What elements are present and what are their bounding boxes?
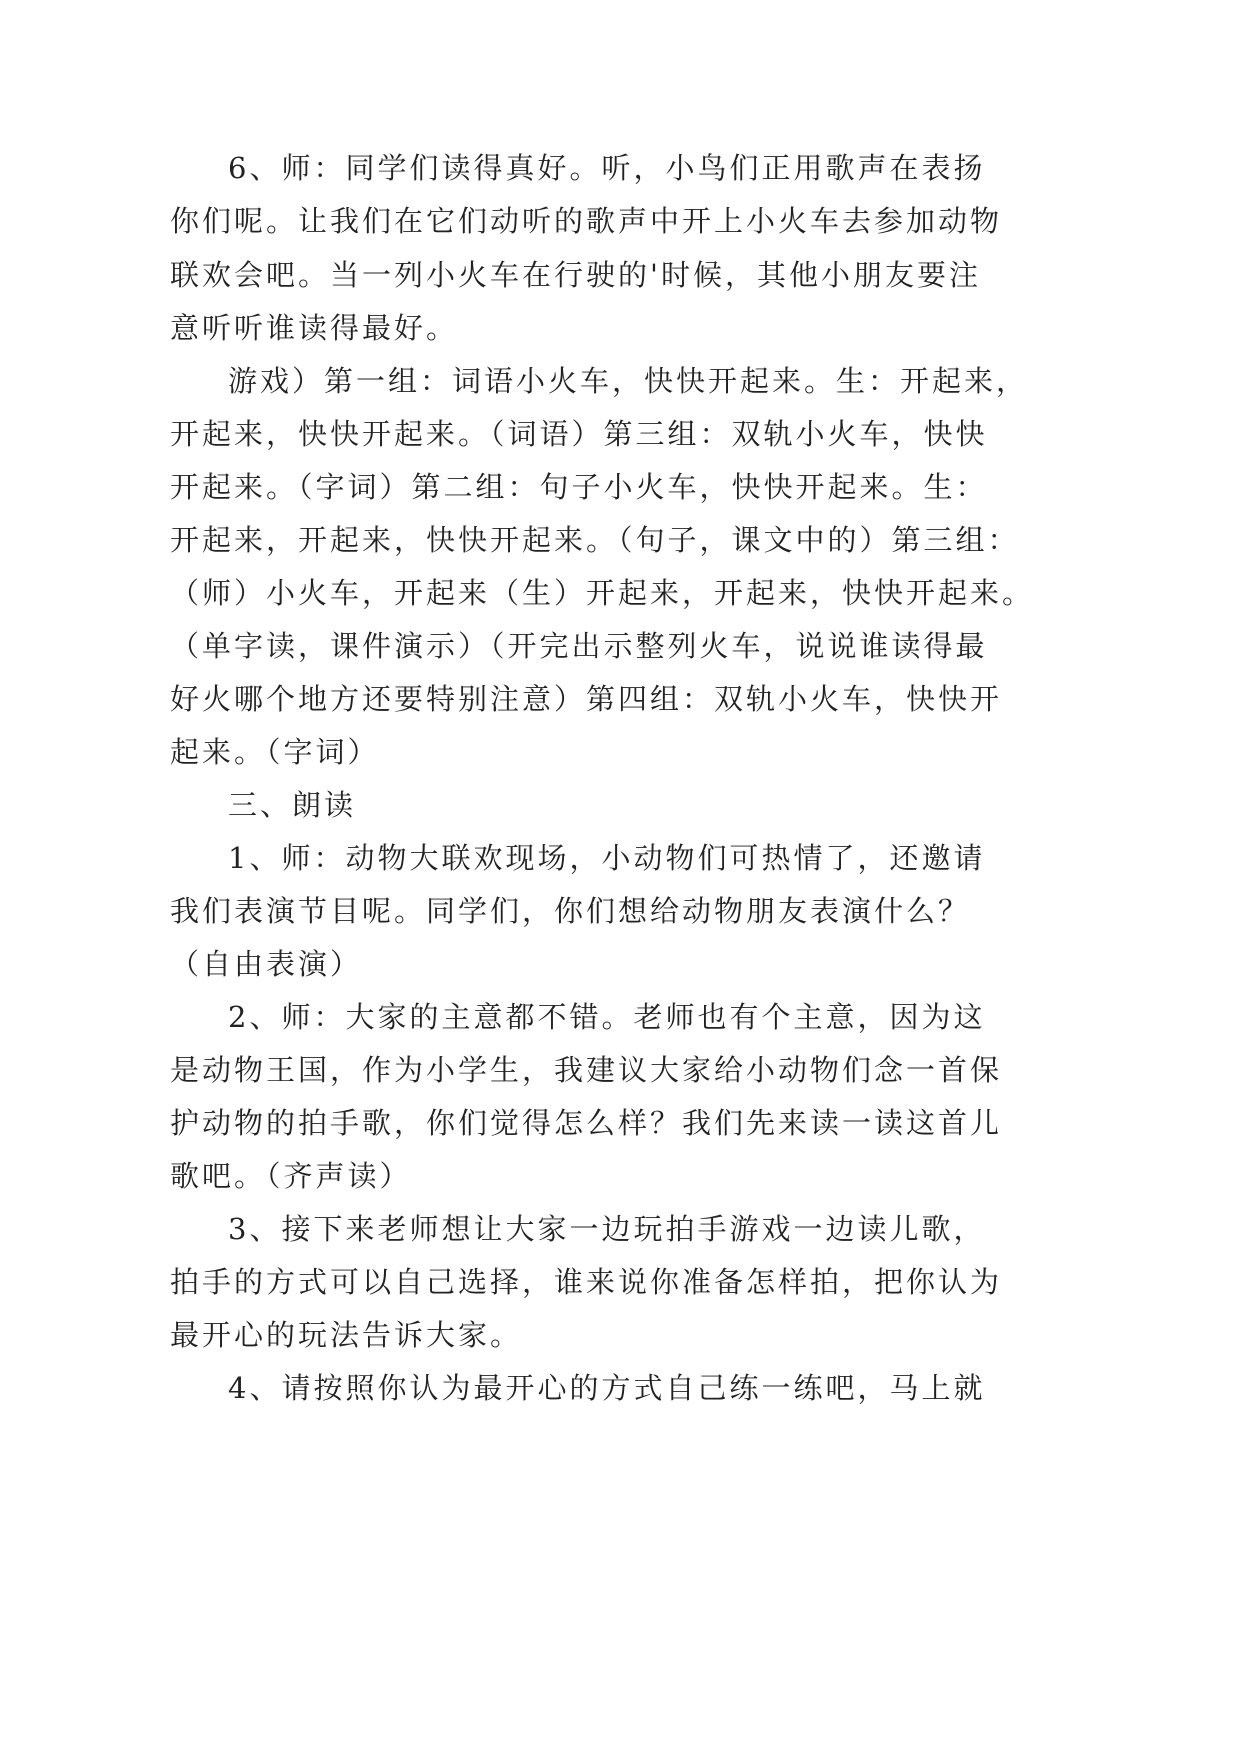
text-line: （师）小火车，开起来（生）开起来，开起来，快快开起来。: [170, 576, 1035, 610]
text-line: 是动物王国，作为小学生，我建议大家给小动物们念一首保: [170, 1053, 1003, 1087]
text-line: （自由表演）: [170, 947, 363, 981]
text-line: 最开心的玩法告诉大家。: [170, 1318, 523, 1352]
text-line: 开起来。（字词）第二组：句子小火车，快快开起来。生：: [170, 470, 988, 504]
text-line: 联欢会吧。当一列小火车在行驶的'时候，其他小朋友要注: [170, 258, 981, 292]
text-line: 你们呢。让我们在它们动听的歌声中开上小火车去参加动物: [170, 204, 1003, 238]
text-line: 护动物的拍手歌，你们觉得怎么样？我们先来读一读这首儿: [170, 1106, 1003, 1140]
text-line: 游戏）第一组：词语小火车，快快开起来。生：开起来，: [228, 364, 1029, 398]
text-line: 3、接下来老师想让大家一边玩拍手游戏一边读儿歌，: [228, 1212, 986, 1246]
text-line: （单字读，课件演示）（开完出示整列火车，说说谁读得最: [170, 629, 988, 663]
text-line: 开起来，开起来，快快开起来。（句子，课文中的）第三组：: [170, 523, 1020, 557]
text-line: 2、师：大家的主意都不错。老师也有个主意，因为这: [228, 1000, 986, 1034]
text-line: 起来。（字词）: [170, 735, 380, 769]
text-line: 好火哪个地方还要特别注意）第四组：双轨小火车，快快开: [170, 682, 1003, 716]
section-heading: 三、朗读: [228, 788, 357, 822]
text-line: 我们表演节目呢。同学们，你们想给动物朋友表演什么？: [170, 894, 971, 928]
text-line: 4、请按照你认为最开心的方式自己练一练吧，马上就: [228, 1371, 986, 1405]
text-line: 开起来，快快开起来。（词语）第三组：双轨小火车，快快: [170, 417, 988, 451]
text-line: 6、师：同学们读得真好。听，小鸟们正用歌声在表扬: [228, 151, 986, 185]
text-line: 拍手的方式可以自己选择，谁来说你准备怎样拍，把你认为: [170, 1265, 1003, 1299]
text-line: 意听听谁读得最好。: [170, 311, 459, 345]
text-line: 歌吧。（齐声读）: [170, 1159, 412, 1193]
text-line: 1、师：动物大联欢现场，小动物们可热情了，还邀请: [228, 841, 986, 875]
